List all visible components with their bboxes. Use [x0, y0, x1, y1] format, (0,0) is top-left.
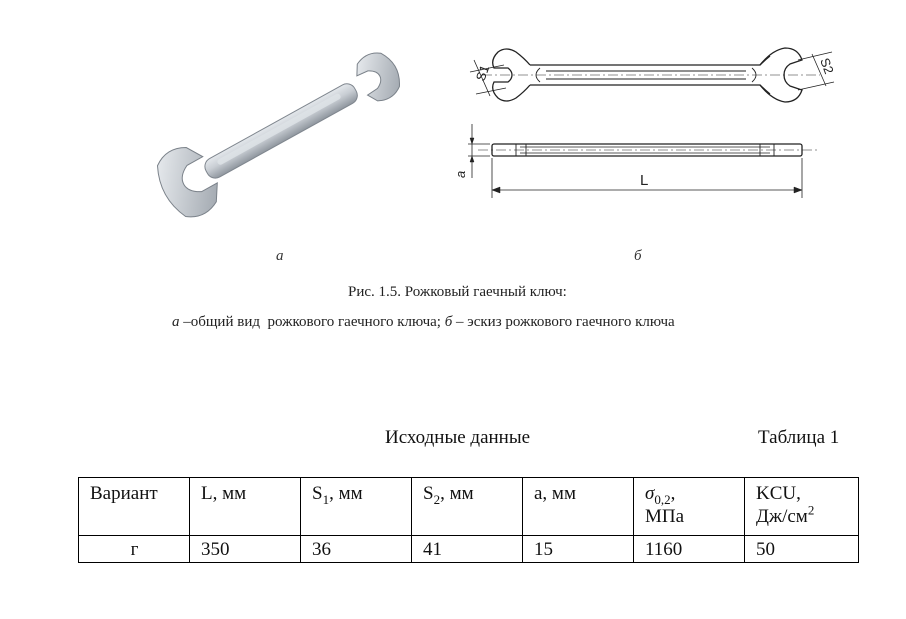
dim-s1-label: S1: [472, 62, 493, 84]
table-number: Таблица 1: [758, 427, 840, 448]
header-impact-toughness: KCU, $Дж/см^2$: [745, 478, 859, 536]
input-data-table: [78, 477, 859, 563]
table-heading: Исходные данные: [385, 427, 531, 448]
caption-b-mark: б: [444, 314, 453, 330]
cell-s1: 36: [301, 536, 412, 563]
caption-a-mark: а: [172, 314, 180, 330]
dim-a-label: a: [453, 170, 468, 178]
figure-b-label: б: [634, 248, 642, 264]
header-yield-strength: $\sigma_{0,2}$, МПа: [634, 478, 745, 536]
figure-caption-description: [172, 314, 675, 331]
wrench-sketch: [453, 38, 840, 208]
table-header-row: [79, 478, 859, 536]
header-variant: Вариант: [79, 478, 190, 536]
dim-s2-label: S2: [817, 55, 837, 76]
cell-length: 350: [190, 536, 301, 563]
wrench-photo: [148, 42, 413, 220]
cell-variant: г: [79, 536, 190, 563]
figure-a-label: а: [276, 248, 284, 264]
header-s1: $S_1$, мм: [301, 478, 412, 536]
caption-b-text: – эскиз рожкового гаечного ключа: [452, 314, 675, 330]
cell-impact-toughness: 50: [745, 536, 859, 563]
table-row: [79, 536, 859, 563]
header-thickness: a, мм: [523, 478, 634, 536]
dim-l-label: L: [640, 172, 649, 189]
header-s2: $S_2$, мм: [412, 478, 523, 536]
cell-yield-strength: 1160: [634, 536, 745, 563]
figure-caption-title: Рис. 1.5. Рожковый гаечный ключ:: [348, 284, 567, 300]
cell-thickness: 15: [523, 536, 634, 563]
wrench-body: [148, 36, 412, 226]
cell-s2: 41: [412, 536, 523, 563]
caption-a-text: –общий вид рожкового гаечного ключа;: [179, 314, 445, 330]
header-length: L, мм: [190, 478, 301, 536]
